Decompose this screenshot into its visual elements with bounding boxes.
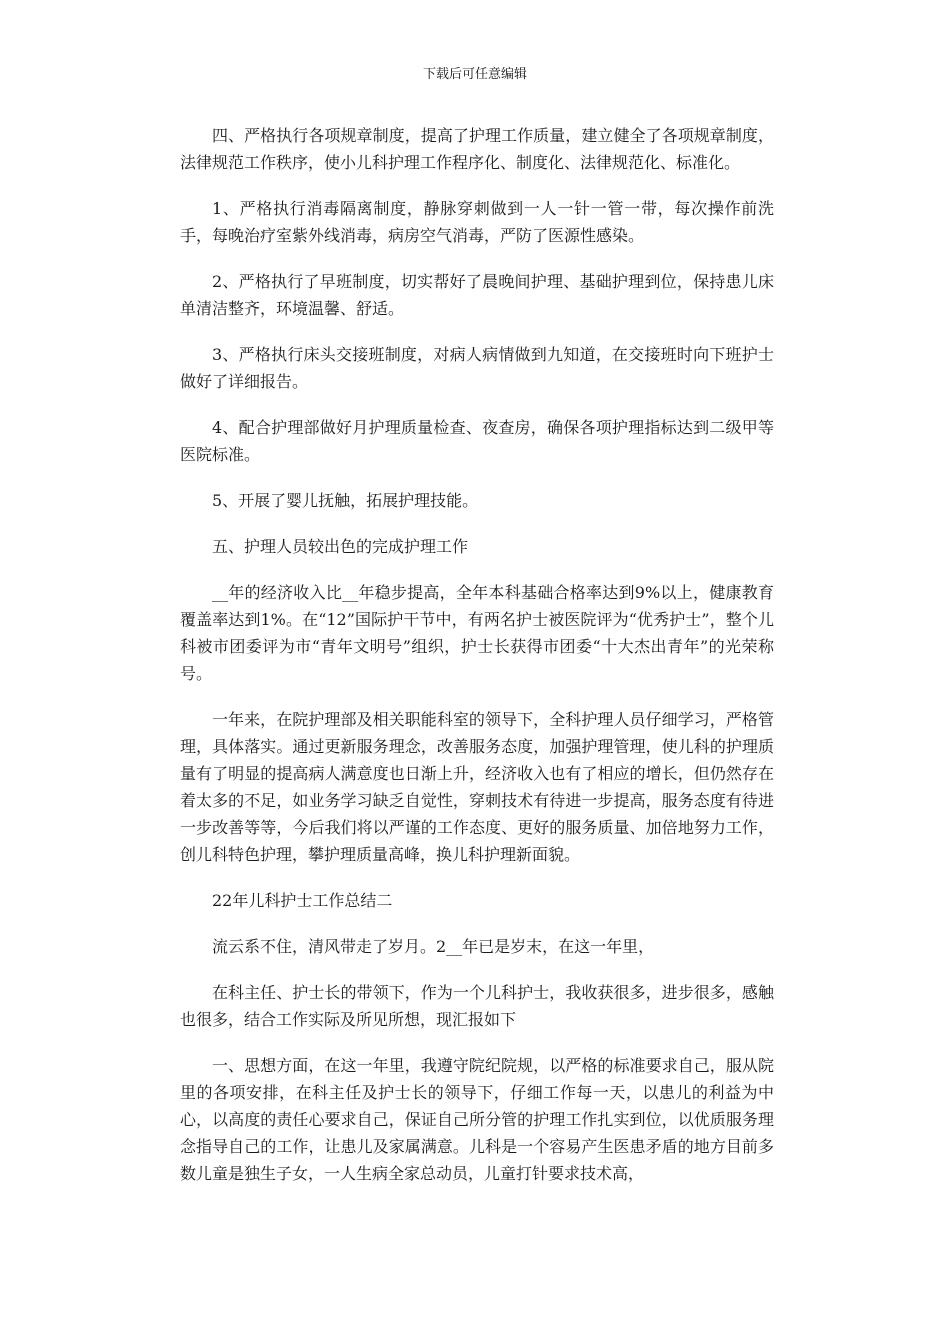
paragraph-thought: 一、思想方面，在这一年里，我遵守院纪院规，以严格的标准要求自己，服从院里的各项安排，在科主任及护士长的领导下，仔细工作每一天，以患儿的利益为中心，以高度的责任心要求自己，保证自己所分管的护理工作扎实到位，以优质服务理念指导自己的工作，让患儿及家属满意。儿科是一个容易产生医患矛盾的地方目前多数儿童是独生子女，一人生病全家总动员，儿童打针要求技术高， (180, 1056, 774, 1183)
paragraph-item-2: 2、严格执行了早班制度，切实帮好了晨晚间护理、基础护理到位，保持患儿床单清洁整齐，环境温馨、舒适。 (180, 272, 774, 318)
page-header: 下载后可任意编辑 (422, 67, 527, 82)
paragraph-year-review: 一年来，在院护理部及相关职能科室的领导下，全科护理人员仔细学习，严格管理，具体落实。通过更新服务理念，改善服务态度，加强护理管理，使儿科的护理质量有了明显的提高病人满意度也日渐上升，经济收入也有了相应的增长，但仍然存在着太多的不足，如业务学习缺乏自觉性，穿刺技术有待进一步提高，服务态度有待进一步改善等等，今后我们将以严谨的工作态度、更好的服务质量、加倍地努力工作，创儿科特色护理，攀护理质量高峰，换儿科护理新面貌。 (180, 710, 774, 864)
paragraph-intro: 流云系不住，清风带走了岁月。2__年已是岁末，在这一年里， (212, 937, 655, 956)
paragraph-leadership: 在科主任、护士长的带领下，作为一个儿科护士，我收获很多，进步很多，感触也很多，结合工作实际及所见所想，现汇报如下 (180, 983, 774, 1029)
paragraph-item-4: 4、配合护理部做好月护理质量检查、夜查房，确保各项护理指标达到二级甲等医院标准。 (180, 418, 774, 464)
summary-two-title: 22年儿科护士工作总结二 (212, 891, 393, 910)
section-heading-five: 五、护理人员较出色的完成护理工作 (212, 537, 469, 556)
paragraph-item-3: 3、严格执行床头交接班制度，对病人病情做到九知道，在交接班时向下班护士做好了详细报告。 (180, 345, 774, 391)
paragraph-item-5: 5、开展了婴儿抚触，拓展护理技能。 (212, 491, 479, 510)
document-body (180, 122, 774, 1206)
paragraph-item-1: 1、严格执行消毒隔离制度，静脉穿刺做到一人一针一管一带，每次操作前洗手，每晚治疗室紫外线消毒，病房空气消毒，严防了医源性感染。 (180, 199, 774, 245)
paragraph-income: __年的经济收入比__年稳步提高，全年本科基础合格率达到9%以上，健康教育覆盖率达到1%。在“12”国际护干节中，有两名护士被医院评为“优秀护士”，整个儿科被市团委评为市“青年文明号”组织，护士长获得市团委“十大杰出青年”的光荣称号。 (180, 583, 774, 683)
paragraph-rules-section: 四、严格执行各项规章制度，提高了护理工作质量，建立健全了各项规章制度，法律规范工作秩序，使小儿科护理工作程序化、制度化、法律规范化、标准化。 (180, 126, 774, 172)
